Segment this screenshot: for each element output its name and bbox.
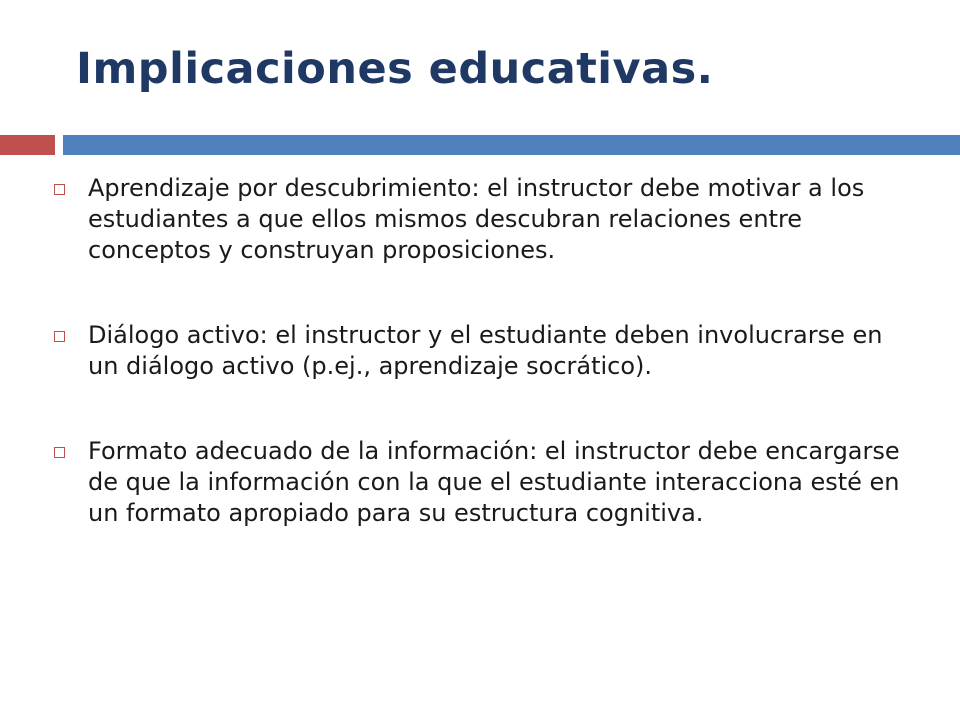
bullet-text: Diálogo activo: el instructor y el estudiante deben involucrarse en un diálogo activo (p.ej., aprendizaje socrático). [88, 321, 883, 380]
title-divider-accent [0, 135, 55, 155]
bullet-text: Aprendizaje por descubrimiento: el instructor debe motivar a los estudiantes a que ellos mismos descubran relaciones entre conceptos y construyan proposiciones. [88, 174, 865, 264]
bullet-item [52, 320, 912, 382]
hollow-square-bullet-icon [54, 184, 65, 195]
slide-title: Implicaciones educativas. [76, 44, 714, 94]
hollow-square-bullet-icon [54, 331, 65, 342]
bullet-text: Formato adecuado de la información: el instructor debe encargarse de que la información con la que el estudiante interacciona esté en un formato apropiado para su estructura cognitiva. [88, 437, 900, 527]
hollow-square-bullet-icon [54, 447, 65, 458]
bullet-item [52, 173, 912, 266]
title-divider-bar [63, 135, 960, 155]
bullet-item [52, 436, 912, 529]
bullet-list [52, 173, 912, 583]
